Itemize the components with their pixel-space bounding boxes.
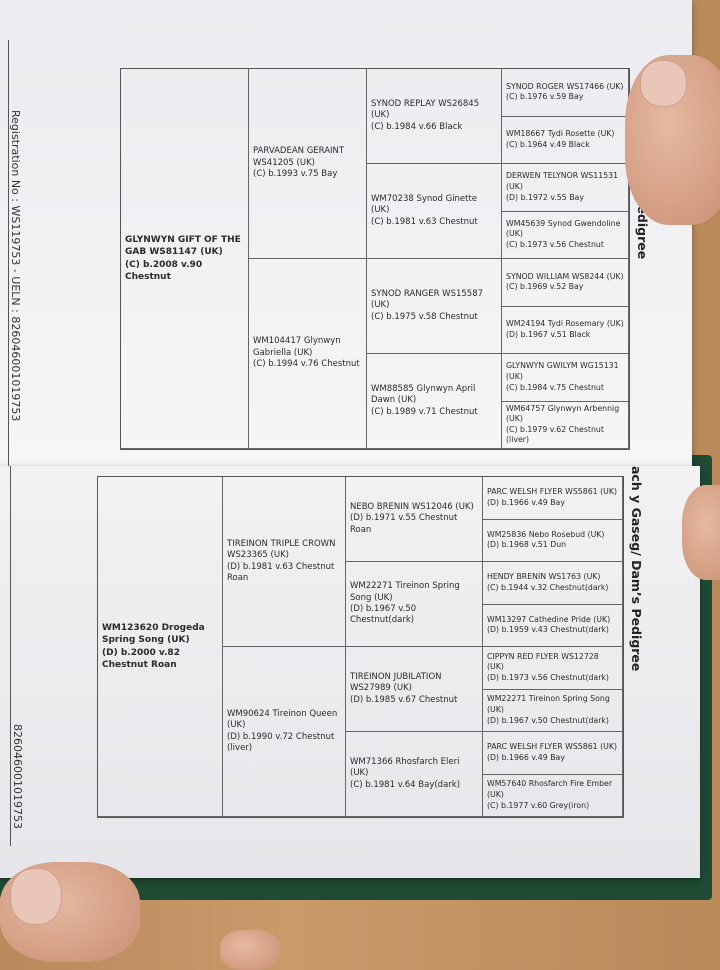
horse-details: (C) b.1979 v.62 Chestnut (liver): [506, 424, 604, 445]
pedigree-cell-parents: [223, 477, 346, 647]
horse-details: (D) b.1966 v.49 Bay: [487, 497, 565, 507]
pedigree-cell-parents: [249, 259, 367, 449]
horse-details: (C) b.1984 v.66 Black: [371, 121, 463, 132]
pedigree-cell-great-grandparents: [502, 69, 629, 117]
pedigree-cell-grandparents: [367, 69, 502, 164]
horse-details: (D) b.2000 v.82 Chestnut Roan: [102, 647, 180, 670]
horse-name: CIPPYN RED FLYER WS12728 (UK): [487, 651, 599, 672]
horse-name: PARC WELSH FLYER WS5861 (UK): [487, 487, 618, 497]
dam-page: [0, 466, 700, 878]
horse-name: TIREINON TRIPLE CROWN WS23365 (UK): [227, 538, 336, 561]
thumbnail: [10, 868, 62, 925]
sire-pedigree-table: [120, 68, 630, 450]
pedigree-cell-great-grandparents: [502, 212, 629, 260]
registration-number: Registration No : WS119753 - UELN : 826046001019753: [9, 110, 22, 422]
horse-details: (D) b.1990 v.72 Chestnut (liver): [227, 731, 335, 753]
horse-name: SYNOD ROGER WS17466 (UK): [506, 81, 624, 91]
horse-details: (D) b.1959 v.43 Chestnut(dark): [487, 625, 609, 635]
horse-details: (D) b.1985 v.67 Chestnut: [350, 694, 458, 705]
horse-details: (C) b.1973 v.56 Chestnut: [506, 240, 604, 249]
horse-details: (C) b.1976 v.59 Bay: [506, 92, 584, 102]
horse-name: WM90624 Tireinon Queen (UK): [227, 708, 338, 731]
dam-pedigree-table: [97, 476, 624, 818]
horse-details: (D) b.1967 v.50 Chestnut(dark): [487, 715, 609, 725]
horse-details: (C) b.2008 v.90 Chestnut: [125, 259, 203, 282]
pedigree-cell-parents: [249, 69, 367, 259]
ueln-number: 826046001019753: [11, 724, 24, 829]
horse-details: (D) b.1981 v.63 Chestnut Roan: [227, 561, 335, 583]
horse-details: (C) b.1981 v.64 Bay(dark): [350, 779, 461, 790]
pedigree-cell-great-grandparents: [483, 690, 623, 733]
horse-name: NEBO BRENIN WS12046 (UK): [350, 501, 474, 512]
pedigree-cell-great-grandparents: [483, 520, 623, 563]
pedigree-cell-great-grandparents: [483, 732, 623, 775]
horse-name: WM70238 Synod Ginette (UK): [371, 193, 478, 216]
pedigree-cell-great-grandparents: [483, 562, 623, 605]
horse-name: TIREINON JUBILATION WS27989 (UK): [350, 671, 442, 694]
horse-details: (D) b.1967 v.51 Black: [506, 329, 591, 339]
thumb-right: [682, 485, 720, 580]
horse-details: (C) b.1964 v.49 Black: [506, 139, 590, 149]
pedigree-cell-great-grandparents: [502, 259, 629, 307]
pedigree-cell-great-grandparents: [502, 117, 629, 165]
horse-name: WM13297 Cathedine Pride (UK): [487, 614, 611, 624]
horse-name: WM64757 Glynwyn Arbennig (UK): [506, 403, 620, 424]
horse-name: GLYNWYN GIFT OF THE GAB WS81147 (UK): [125, 235, 241, 258]
pedigree-cell-great-grandparents: [483, 647, 623, 690]
pedigree-cell-grandparents: [367, 164, 502, 259]
horse-details: (C) b.1993 v.75 Bay: [253, 169, 338, 180]
pedigree-cell-great-grandparents: [483, 775, 623, 818]
pedigree-cell-grandparents: [346, 647, 483, 732]
horse-name: PARVADEAN GERAINT WS41205 (UK): [253, 146, 345, 168]
horse-name: WM104417 Glynwyn Gabriella (UK): [253, 336, 341, 358]
horse-details: (C) b.1981 v.63 Chestnut: [371, 216, 478, 227]
pedigree-cell-grandparents: [346, 562, 483, 647]
dam-pedigree-label: ach y Gaseg/ Dam’s Pedigree: [629, 466, 644, 672]
horse-name: WM22271 Tireinon Spring Song (UK): [350, 581, 460, 603]
horse-name: PARC WELSH FLYER WS5861 (UK): [487, 742, 618, 752]
thumbnail: [640, 60, 687, 107]
finger-bottom: [220, 930, 280, 970]
horse-name: DERWEN TELYNOR WS11531 (UK): [506, 171, 619, 191]
horse-name: GLYNWYN GWILYM WG15131 (UK): [506, 361, 619, 381]
horse-details: (D) b.1973 v.56 Chestnut(dark): [487, 673, 609, 682]
horse-details: (D) b.1972 v.55 Bay: [506, 192, 584, 202]
horse-name: WM25836 Nebo Rosebud (UK): [487, 529, 605, 539]
pedigree-cell-grandparents: [346, 477, 483, 562]
pedigree-cell-parents: [223, 647, 346, 817]
horse-details: (C) b.1969 v.52 Bay: [506, 282, 584, 292]
horse-name: HENDY BRENIN WS1763 (UK): [487, 572, 601, 582]
horse-details: (D) b.1971 v.55 Chestnut Roan: [350, 513, 458, 535]
subject-cell: [98, 477, 223, 817]
horse-name: SYNOD REPLAY WS26845 (UK): [371, 98, 480, 121]
pedigree-cell-grandparents: [367, 354, 502, 449]
horse-details: (C) b.1975 v.58 Chestnut: [371, 311, 478, 322]
horse-details: (C) b.1944 v.32 Chestnut(dark): [487, 582, 609, 592]
horse-name: WM45639 Synod Gwendoline (UK): [506, 218, 621, 239]
pedigree-cell-great-grandparents: [483, 605, 623, 648]
horse-name: WM88585 Glynwyn April Dawn (UK): [371, 383, 476, 406]
pedigree-cell-great-grandparents: [502, 307, 629, 355]
horse-name: WM22271 Tireinon Spring Song (UK): [487, 694, 610, 714]
horse-name: WM24194 Tydi Rosemary (UK): [506, 319, 624, 329]
horse-name: SYNOD WILLIAM WS8244 (UK): [506, 271, 624, 281]
horse-details: (D) b.1966 v.49 Bay: [487, 752, 565, 762]
horse-name: WM71366 Rhosfarch Eleri (UK): [350, 756, 460, 779]
pedigree-cell-great-grandparents: [483, 477, 623, 520]
horse-name: WM57640 Rhosfarch Fire Ember (UK): [487, 779, 613, 799]
horse-details: (C) b.1977 v.60 Grey(iron): [487, 800, 590, 810]
horse-name: WM123620 Drogeda Spring Song (UK): [102, 623, 205, 646]
horse-name: WM18667 Tydi Rosette (UK): [506, 129, 615, 139]
pedigree-cell-grandparents: [346, 732, 483, 817]
subject-cell: [121, 69, 249, 449]
horse-details: (C) b.1989 v.71 Chestnut: [371, 406, 478, 417]
horse-details: (C) b.1984 v.75 Chestnut: [506, 382, 604, 392]
horse-details: (D) b.1968 v.51 Dun: [487, 540, 567, 550]
horse-details: (D) b.1967 v.50 Chestnut(dark): [350, 604, 417, 626]
sire-page: [0, 0, 692, 472]
horse-name: SYNOD RANGER WS15587 (UK): [371, 288, 484, 311]
pedigree-cell-grandparents: [367, 259, 502, 354]
pedigree-cell-great-grandparents: [502, 402, 629, 450]
horse-details: (C) b.1994 v.76 Chestnut: [253, 359, 360, 370]
pedigree-cell-great-grandparents: [502, 354, 629, 402]
pedigree-cell-great-grandparents: [502, 164, 629, 212]
